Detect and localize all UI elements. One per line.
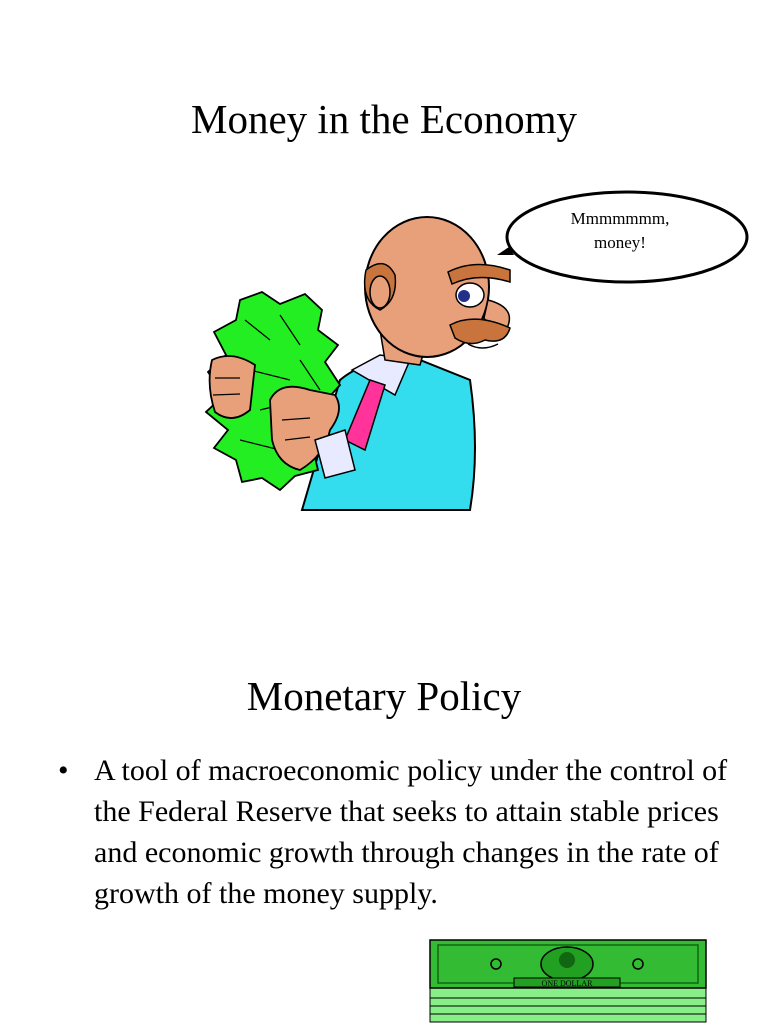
speech-bubble-text	[540, 207, 700, 255]
speech-line-1: Mmmmmmm,	[570, 209, 670, 228]
bullet-text: A tool of macroeconomic policy under the control of the Federal Reserve that seeks to attain stable prices and economic growth through changes in the rate of growth of the money supply.	[94, 754, 728, 910]
top-dollar-bill	[430, 940, 706, 988]
slide-title: Money in the Economy	[190, 96, 578, 142]
head	[365, 217, 510, 357]
bullet-marker: •	[58, 754, 69, 787]
speech-line-2: money!	[594, 233, 646, 252]
bill-stack-edges	[430, 988, 706, 1022]
slide-title: Monetary Policy	[246, 673, 522, 719]
dollar-stack-illustration	[0, 512, 768, 1024]
dollar-label: ONE DOLLAR	[541, 979, 593, 988]
slide-monetary-policy	[0, 512, 768, 1024]
